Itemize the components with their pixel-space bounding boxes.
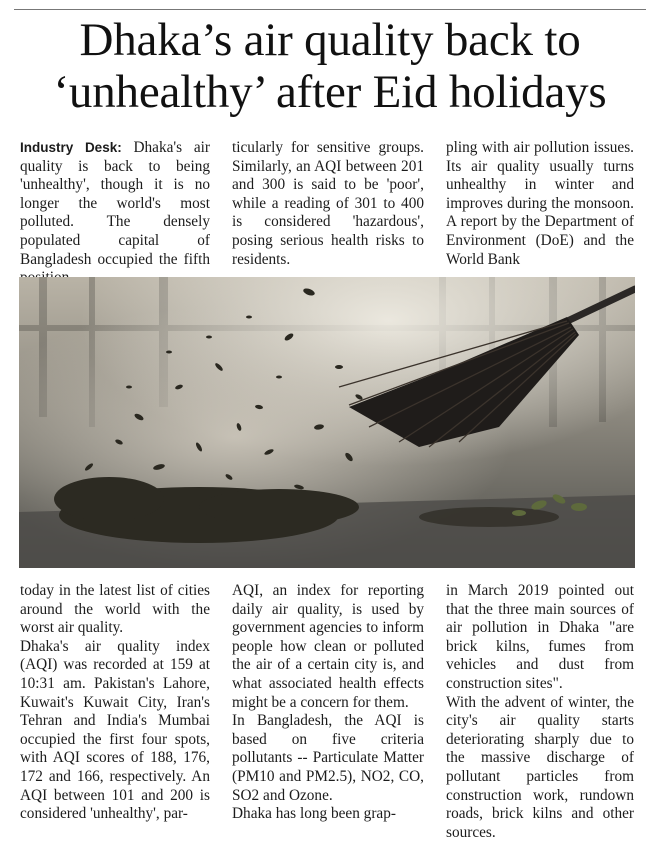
bottom-col2-para-3: Dhaka has long been grap-: [232, 805, 396, 823]
bottom-column-1: [20, 582, 210, 824]
headline: [14, 14, 646, 118]
bottom-col2-para-1: AQI, an index for reporting daily air quality, is used by government agencies to inform people how clean or polluted the air of a certain city is, and what associated health effects might be a concern for them.: [232, 582, 424, 711]
top-rule: [14, 9, 646, 10]
bottom-col2-para-2: In Bangladesh, the AQI is based on five criteria pollutants -- Particulate Matter (PM10 and PM2.5), NO2, CO, SO2 and Ozone.: [232, 712, 424, 804]
broom-sweeping-leaves-photo: [19, 277, 635, 568]
top-column-3: [446, 139, 634, 269]
top-column-1: [20, 139, 210, 288]
bottom-column-3: [446, 582, 634, 842]
byline: Industry Desk:: [20, 140, 122, 155]
top-col1-text: Dhaka's air quality is back to being 'unhealthy', though it is no longer the world's most polluted. The densely populated capital of Bangladesh occupied the fifth: [20, 139, 211, 268]
top-col2-text: ticularly for sensitive groups. Similarly, an AQI between 201 and 300 is said to be 'poor', while a reading of 301 to 400 is considered 'hazardous', posing serious health risks to residents.: [232, 139, 424, 268]
headline-line-2: ‘unhealthy’ after Eid holidays: [53, 66, 607, 118]
top-column-2: [232, 139, 424, 269]
bottom-col3-para-2: With the advent of winter, the city's air quality starts deteriorating sharply due to the massive discharge of pollutant particles from construction work, rundown roads, brick kilns and other sources.: [446, 693, 634, 841]
bottom-column-2: [232, 582, 424, 824]
top-col3-text: pling with air pollution issues. Its air quality usually turns unhealthy in winter and improves during the monsoon. A report by the Department of Environment (DoE) and the World Bank: [446, 139, 634, 268]
bottom-col1-para-2: Dhaka's air quality index (AQI) was recorded at 159 at 10:31 am. Pakistan's Lahore, Kuwait's Kuwait City, Iran's Tehran and India's Mumbai occupied the first four spots, with AQI scores of 188, 176, 172 and 166, respectively. An AQI between 101 and 200 is considered 'unhealthy', par-: [20, 637, 210, 823]
bottom-col3-para-1: in March 2019 pointed out that the three main sources of air pollution in Dhaka "are brick kilns, fumes from vehicles and dust from construction sites".: [446, 582, 634, 692]
headline-line-1: Dhaka’s air quality back to: [79, 14, 581, 66]
bottom-col1-para-1: today in the latest list of cities around the world with the worst air quality.: [20, 582, 210, 637]
